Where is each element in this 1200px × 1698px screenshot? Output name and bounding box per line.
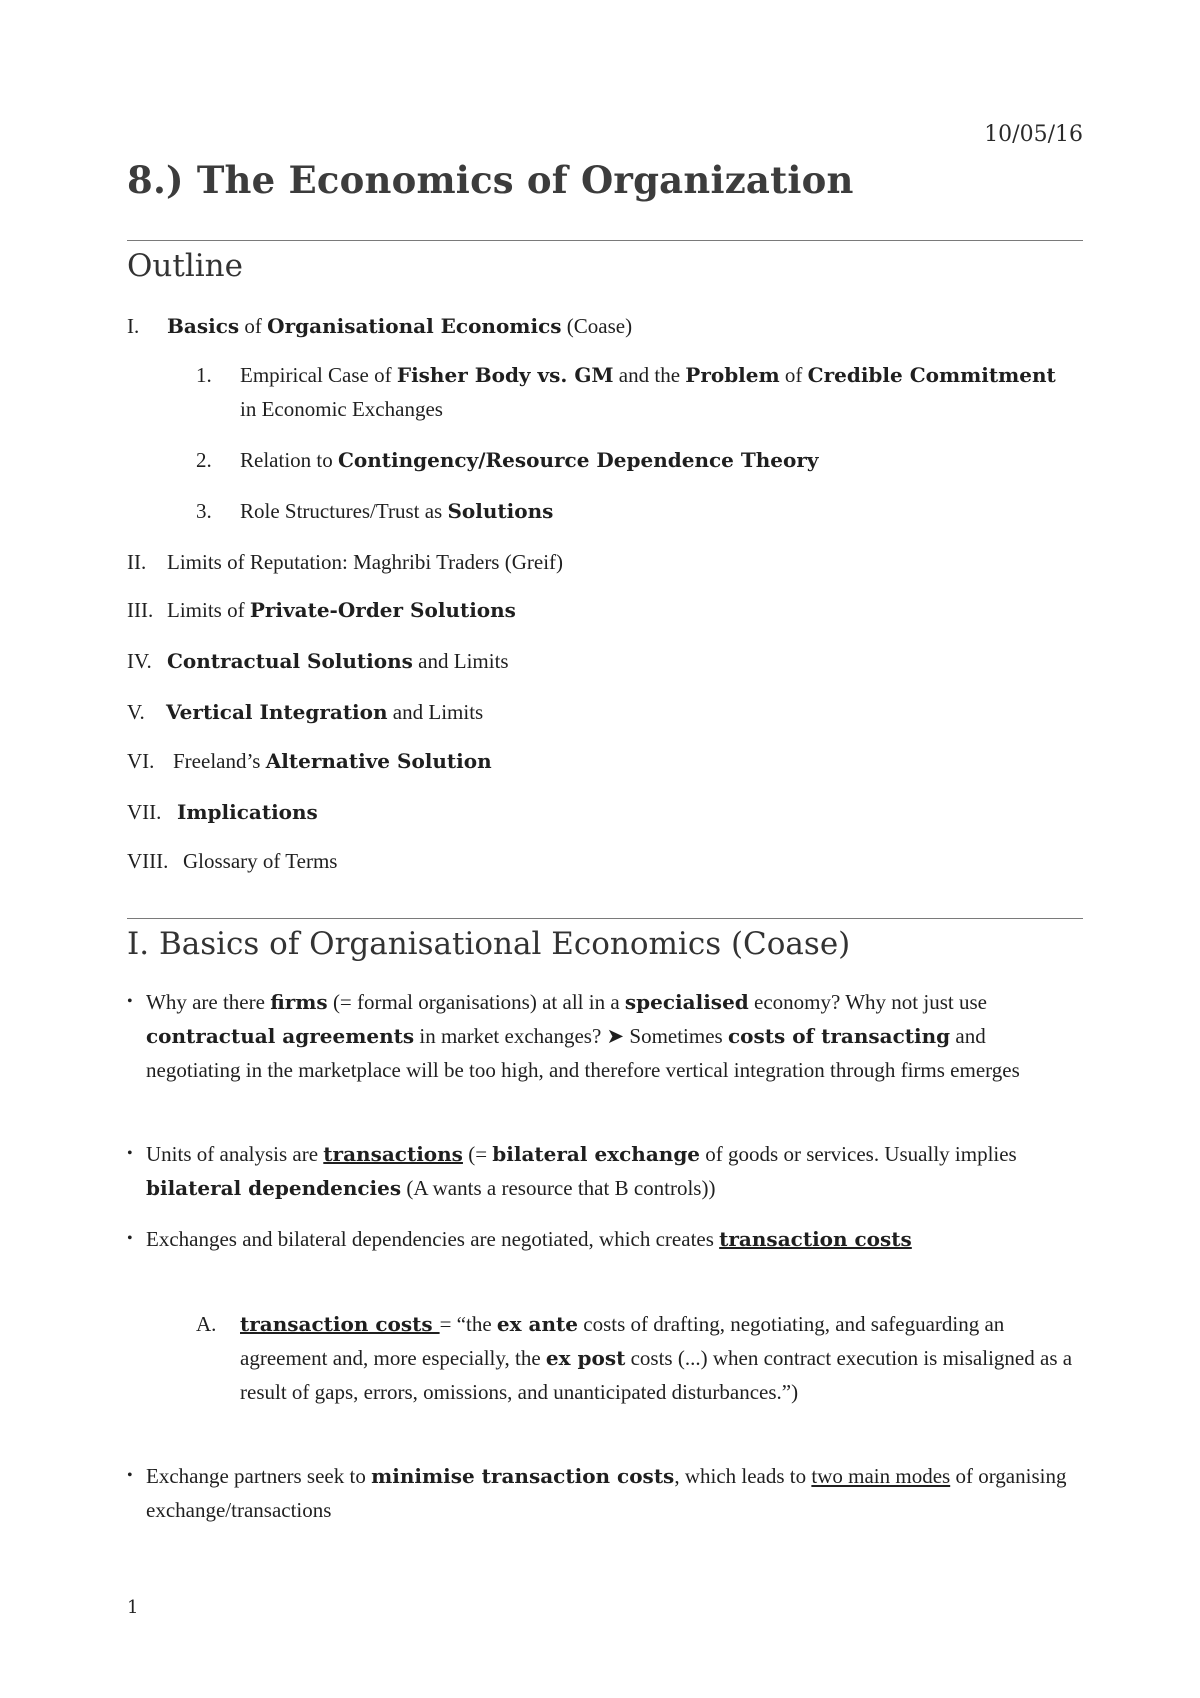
outline-item-vii: VII. Implications bbox=[127, 800, 318, 824]
bullet-icon: • bbox=[127, 1230, 133, 1247]
bullet-icon: • bbox=[127, 993, 133, 1010]
outline-item-viii: VIII. Glossary of Terms bbox=[127, 849, 338, 873]
outline-item-ii: II. Limits of Reputation: Maghribi Traders (Greif) bbox=[127, 550, 564, 574]
outline-item-i: I. Basics of Organisational Economics (Coase) bbox=[127, 314, 633, 338]
divider bbox=[127, 240, 1083, 241]
list-item: • Why are there firms (= formal organisations) at all in a specialised economy? Why not just use contractual agreements in market exchanges? ➤ Sometimes costs of transacting and negotiating in the marketplace will be too high, and therefore vertical integration through firms emerges bbox=[127, 985, 1083, 1087]
list-item: • Units of analysis are transactions (= bilateral exchange of goods or services. Usually implies bilateral dependencies (A wants a resource that B controls)) bbox=[127, 1137, 1083, 1205]
date: 10/05/16 bbox=[984, 122, 1083, 147]
outline-item-vi: VI. Freeland’s Alternative Solution bbox=[127, 749, 492, 773]
sub-list-item: A. transaction costs = “the ex ante costs of drafting, negotiating, and safeguarding an agreement and, more especially, the ex post costs (...) when contract execution is misaligned as a result of gaps, errors, omissions, and unanticipated disturbances.”) bbox=[196, 1312, 1073, 1404]
section-heading: I. Basics of Organisational Economics (Coase) bbox=[127, 926, 851, 962]
document-page: 10/05/16 8.) The Economics of Organization Outline I. Basics of Organisational Economics (Coase) 1. Empirical Case of Fisher Body vs. GM and the Problem of Credible Commitment in Economic Exchanges 2. Relation to Contingency/Resource Dependence Theory 3. Role Structures/Trust as Solutions II. Limits of Reputation: Maghribi Traders (Greif) III. Limits of Private-Order Solutions IV. Contractual Solutions and Limits V. Vertical Integration and Limits VI. Freeland’s Alternative Solution VII. Implications VIII. Glossary of Terms I. Basics of Organisational Economics (Coase) • Why are there firms (= formal organisations) at all in a specialised economy? Why not just use contractual agreements in market exchanges? ➤ Sometimes costs of transacting and negotiating in the marketplace will be too high, and therefore vertical integration through firms emerges • Units of analysis are transactions (= bilateral exchange of goods or services. Usually implies bilateral dependencies (A wants a resource that B controls)) • Exchanges and bilateral dependencies are negotiated, which creates transaction costs A. transaction costs = “the ex ante costs of drafting, negotiating, and safeguarding an agreement and, more especially, the ex post costs (...) when contract execution is misaligned as a result of gaps, errors, omissions, and unanticipated disturbances.”) • Exchange partners seek to minimise transaction costs, which leads to two main modes of organising exchange/transactions 1 bbox=[127, 122, 1083, 1618]
list-item: • Exchanges and bilateral dependencies are negotiated, which creates transaction costs bbox=[127, 1222, 1083, 1256]
outline-item-v: V. Vertical Integration and Limits bbox=[127, 700, 484, 724]
bullet-icon: • bbox=[127, 1145, 133, 1162]
outline-heading: Outline bbox=[127, 248, 243, 284]
page-title: 8.) The Economics of Organization bbox=[127, 158, 854, 202]
outline-item-iii: III. Limits of Private-Order Solutions bbox=[127, 598, 516, 622]
bullet-icon: • bbox=[127, 1467, 133, 1484]
outline-item-iv: IV. Contractual Solutions and Limits bbox=[127, 649, 509, 673]
divider bbox=[127, 918, 1083, 919]
list-item: • Exchange partners seek to minimise transaction costs, which leads to two main modes of organising exchange/transactions bbox=[127, 1459, 1083, 1527]
page-number: 1 bbox=[127, 1597, 139, 1618]
